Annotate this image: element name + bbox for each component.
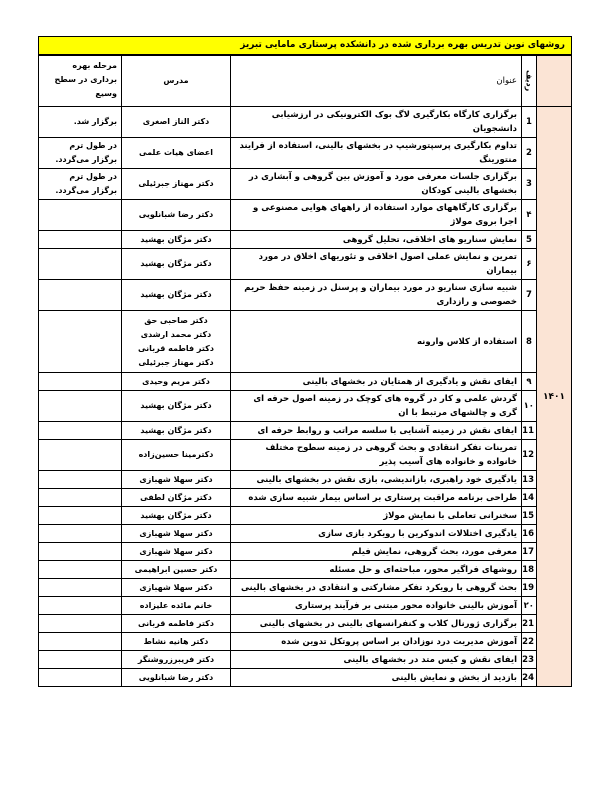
methods-table	[38, 55, 572, 687]
row-teacher	[122, 615, 231, 633]
row-teacher	[122, 507, 231, 525]
teacher-name: دکتر هانیه نشاط	[143, 636, 209, 646]
row-number: 15	[522, 507, 537, 525]
row-title: شبیه سازی سناریو در مورد بیماران و پرسنل در زمینه حفظ حریم خصوصی و رازداری	[231, 280, 522, 311]
table-row	[39, 231, 572, 249]
row-phase	[39, 615, 122, 633]
row-phase	[39, 200, 122, 231]
teacher-name: دکتر مژگان بهشید	[140, 290, 212, 299]
row-phase	[39, 561, 122, 579]
table-title: روشهای نوین تدریس بهره برداری شده در دانشکده پرستاری مامایی تبریز	[38, 36, 572, 55]
teacher-name: دکتر سهلا شهبازی	[139, 474, 213, 484]
row-phase	[39, 373, 122, 391]
teacher-name: دکتر مریم وحیدی	[142, 376, 210, 386]
header-teacher: مدرس	[122, 56, 231, 107]
row-phase	[39, 579, 122, 597]
teacher-name: دکتر محمد ارشدی	[140, 329, 212, 339]
teacher-name: دکتر مژگان بهشید	[140, 425, 212, 435]
row-teacher	[122, 561, 231, 579]
table-row	[39, 249, 572, 280]
row-teacher	[122, 391, 231, 422]
row-teacher	[122, 169, 231, 200]
table-row	[39, 107, 572, 138]
row-number: 24	[522, 669, 537, 687]
row-teacher	[122, 440, 231, 471]
row-teacher	[122, 280, 231, 311]
table-row	[39, 422, 572, 440]
row-title: نمایش سناریو های اخلاقی، تحلیل گروهی	[231, 231, 522, 249]
table-row	[39, 651, 572, 669]
row-number: 18	[522, 561, 537, 579]
row-phase	[39, 543, 122, 561]
row-title: ایفای نقش و کیس متد در بخشهای بالینی	[231, 651, 522, 669]
teacher-name: دکتر الناز اصغری	[142, 117, 210, 126]
table-row	[39, 200, 572, 231]
row-number: 12	[522, 440, 537, 471]
row-title: تمرینات تفکر انتقادی و بحث گروهی در زمینه سطوح مختلف خانواده و خانواده های آسیب پذیر	[231, 440, 522, 471]
teacher-name: دکتر سهلا شهبازی	[139, 582, 213, 592]
table-row	[39, 525, 572, 543]
row-title: ایفای نقش در زمینه آشنایی با سلسه مراتب و روابط حرفه ای	[231, 422, 522, 440]
row-title: آموزش مدیریت درد نوزادان بر اساس پروتکل تدوین شده	[231, 633, 522, 651]
table-row	[39, 471, 572, 489]
table-row	[39, 597, 572, 615]
row-number: 11	[522, 422, 537, 440]
row-number: 19	[522, 579, 537, 597]
row-title: معرفی مورد، بحث گروهی، نمایش فیلم	[231, 543, 522, 561]
row-phase	[39, 280, 122, 311]
teacher-name: دکتر سهلا شهبازی	[139, 546, 213, 556]
table-row	[39, 391, 572, 422]
row-number: 1	[522, 107, 537, 138]
row-teacher	[122, 107, 231, 138]
row-title: تمرین و نمایش عملی اصول اخلاقی و تئوریهای اخلاق در مورد بیماران	[231, 249, 522, 280]
row-title: برگزاری کارگاه بکارگیری لاگ بوک الکترونیکی در ارزشیابی دانشجویان	[231, 107, 522, 138]
row-number: 21	[522, 615, 537, 633]
table-row	[39, 579, 572, 597]
teacher-name: دکتر مهناز جبرئیلی	[138, 357, 214, 367]
row-teacher	[122, 138, 231, 169]
row-title: استفاده از کلاس وارونه	[231, 311, 522, 373]
row-phase	[39, 249, 122, 280]
teacher-name: دکتر فاطمه قربانی	[138, 343, 214, 353]
row-title: برگزاری کارگاههای موارد استفاده از راههای هوایی مصنوعی و اجرا بروی مولاژ	[231, 200, 522, 231]
row-number: ۹	[522, 373, 537, 391]
header-num: ردیف	[522, 56, 537, 107]
table-row	[39, 507, 572, 525]
row-number: ۲۰	[522, 597, 537, 615]
row-phase	[39, 597, 122, 615]
teacher-name: دکتر مژگان لطفی	[140, 492, 212, 502]
row-phase	[39, 633, 122, 651]
row-number: ۶	[522, 249, 537, 280]
row-phase: در طول ترم برگزار می‌گردد.	[39, 138, 122, 169]
row-title: برگزاری ژورنال کلاب و کنفرانسهای بالینی در بخشهای بالینی	[231, 615, 522, 633]
row-phase	[39, 669, 122, 687]
row-phase	[39, 525, 122, 543]
row-teacher	[122, 597, 231, 615]
teacher-name: دکتر مهناز جبرئیلی	[138, 179, 214, 188]
document-page	[38, 36, 572, 687]
row-teacher	[122, 249, 231, 280]
row-teacher	[122, 422, 231, 440]
row-teacher	[122, 525, 231, 543]
teacher-name: دکتر مژگان بهشید	[140, 234, 212, 244]
teacher-name: دکتر رضا شبانلویی	[138, 672, 214, 682]
teacher-name: اعضای هیات علمی	[138, 148, 214, 157]
row-title: طراحی برنامه مراقبت پرستاری بر اساس بیمار شبیه سازی شده	[231, 489, 522, 507]
table-body	[39, 107, 572, 687]
row-teacher	[122, 543, 231, 561]
row-title: روشهای فراگیر محور، مباحثه‌ای و حل مسئله	[231, 561, 522, 579]
row-number: 8	[522, 311, 537, 373]
row-number: 2	[522, 138, 537, 169]
table-row	[39, 280, 572, 311]
table-row	[39, 169, 572, 200]
table-row	[39, 543, 572, 561]
row-teacher	[122, 471, 231, 489]
row-teacher	[122, 231, 231, 249]
row-teacher	[122, 311, 231, 373]
table-row	[39, 615, 572, 633]
teacher-name: دکترمینا حسین‌زاده	[138, 450, 214, 459]
row-phase	[39, 651, 122, 669]
row-teacher	[122, 200, 231, 231]
row-title: یادگیری خود راهبری، بازاندیشی، بازی نقش در بخشهای بالینی	[231, 471, 522, 489]
row-number: 14	[522, 489, 537, 507]
table-row	[39, 138, 572, 169]
table-row	[39, 440, 572, 471]
row-phase	[39, 311, 122, 373]
row-title: سخنرانی تعاملی با نمایش مولاژ	[231, 507, 522, 525]
row-number: 5	[522, 231, 537, 249]
row-number: ۱۰	[522, 391, 537, 422]
teacher-name: دکتر رضا شبانلویی	[138, 210, 214, 219]
teacher-name: دکتر مژگان بهشید	[140, 401, 212, 410]
row-title: بازدید از بخش و نمایش بالینی	[231, 669, 522, 687]
row-title: تداوم بکارگیری پرسپتورشیپ در بخشهای بالینی، استفاده از فرایند منتورینگ	[231, 138, 522, 169]
row-number: 23	[522, 651, 537, 669]
row-number: 3	[522, 169, 537, 200]
header-year-cell	[537, 56, 572, 107]
row-phase	[39, 471, 122, 489]
row-number: 17	[522, 543, 537, 561]
row-phase	[39, 440, 122, 471]
row-teacher	[122, 669, 231, 687]
row-title: آموزش بالینی خانواده محور مبتنی بر فرآیند پرستاری	[231, 597, 522, 615]
row-teacher	[122, 579, 231, 597]
row-number: 7	[522, 280, 537, 311]
teacher-name: دکتر فاطمه قربانی	[138, 618, 214, 628]
year-cell: ۱۴۰۱	[537, 107, 572, 687]
row-title: ایفای نقش و یادگیری از همتایان در بخشهای بالینی	[231, 373, 522, 391]
header-title: عنوان	[231, 56, 522, 107]
row-phase	[39, 507, 122, 525]
row-number: 22	[522, 633, 537, 651]
row-phase	[39, 231, 122, 249]
teacher-name: دکتر حسین ابراهیمی	[134, 564, 218, 574]
teacher-name: دکتر مژگان بهشید	[140, 510, 212, 520]
table-row	[39, 633, 572, 651]
row-number: ۴	[522, 200, 537, 231]
table-row	[39, 669, 572, 687]
row-title: یادگیری اختلالات اندوکرین با رویکرد بازی سازی	[231, 525, 522, 543]
header-phase: مرحله بهره برداری در سطح وسیع	[39, 56, 122, 107]
table-row	[39, 373, 572, 391]
row-title: بحث گروهی با رویکرد تفکر مشارکتی و انتقادی در بخشهای بالینی	[231, 579, 522, 597]
row-phase	[39, 422, 122, 440]
row-teacher	[122, 489, 231, 507]
row-number: 16	[522, 525, 537, 543]
teacher-name: دکتر سهلا شهبازی	[139, 528, 213, 538]
row-phase: در طول ترم برگزار می‌گردد.	[39, 169, 122, 200]
row-teacher	[122, 651, 231, 669]
row-phase: برگزار شد.	[39, 107, 122, 138]
teacher-name: دکتر مژگان بهشید	[140, 259, 212, 268]
teacher-name: دکتر صاحبی حق	[144, 315, 208, 325]
table-row	[39, 561, 572, 579]
table-row	[39, 489, 572, 507]
row-title: برگزاری جلسات معرفی مورد و آموزش بین گروهی و آبشاری در بخشهای بالینی کودکان	[231, 169, 522, 200]
row-teacher	[122, 633, 231, 651]
row-teacher	[122, 373, 231, 391]
table-header-row	[39, 56, 572, 107]
teacher-name: دکتر فریبرزروشنگر	[137, 654, 215, 664]
row-phase	[39, 489, 122, 507]
row-number: 13	[522, 471, 537, 489]
row-phase	[39, 391, 122, 422]
row-title: گردش علمی و کار در گروه های کوچک در زمینه اصول حرفه ای گری و چالشهای مرتبط با ان	[231, 391, 522, 422]
teacher-name: خانم مائده علیزاده	[139, 600, 213, 610]
table-row	[39, 311, 572, 373]
